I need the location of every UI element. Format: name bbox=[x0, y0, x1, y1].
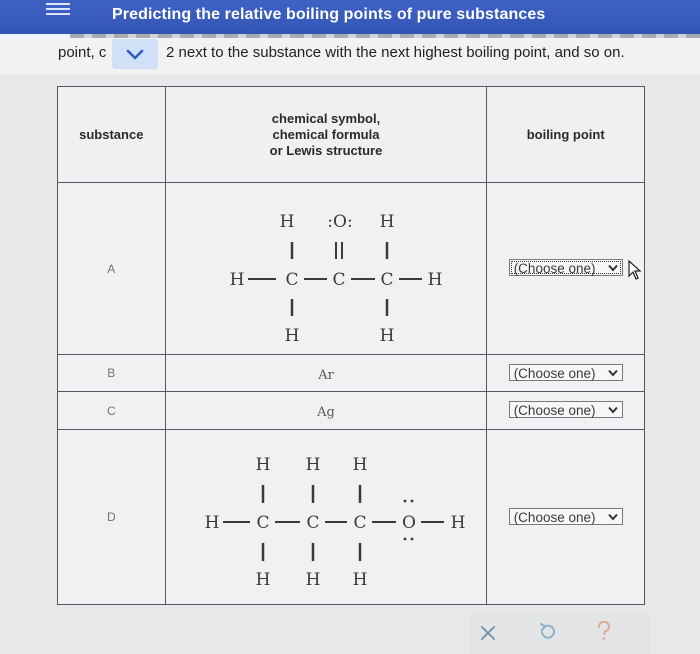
atom-c: C bbox=[353, 513, 367, 533]
boiling-point-cell-b bbox=[487, 355, 645, 392]
boiling-point-cell-d bbox=[487, 430, 645, 605]
atom-h: H bbox=[204, 513, 220, 533]
boiling-point-cell-a bbox=[487, 183, 645, 355]
mouse-cursor-icon bbox=[628, 260, 642, 280]
table-row bbox=[58, 355, 645, 392]
instructions bbox=[0, 34, 700, 74]
chevron-down-icon bbox=[608, 406, 618, 414]
table-row bbox=[58, 183, 645, 355]
boiling-point-select-d[interactable] bbox=[509, 508, 623, 525]
header-chem-line-3: or Lewis structure bbox=[269, 142, 383, 158]
atom-o: :O: bbox=[327, 211, 353, 232]
lone-pair-dot bbox=[404, 538, 407, 541]
header-boiling-point: boiling point bbox=[487, 87, 645, 183]
atom-h: H bbox=[305, 455, 321, 475]
boiling-point-table bbox=[57, 86, 645, 605]
instruction-text: 2 next to the substance with the next highest boiling point, and so on. bbox=[166, 44, 625, 61]
app-header bbox=[0, 0, 700, 34]
atom-h: H bbox=[427, 269, 443, 290]
table-row bbox=[58, 430, 645, 605]
atom-h: H bbox=[229, 269, 245, 290]
atom-o: O bbox=[402, 513, 416, 533]
table-row bbox=[58, 392, 645, 430]
atom-h: H bbox=[255, 455, 271, 475]
chevron-down-icon bbox=[608, 264, 618, 272]
atom-c: C bbox=[332, 269, 346, 290]
page-title: Predicting the relative boiling points of pure substances bbox=[112, 6, 546, 23]
atom-c: C bbox=[380, 269, 394, 290]
lewis-structure-d bbox=[165, 430, 487, 605]
lewis-structure-d-drawing bbox=[176, 437, 476, 597]
instruction-lead: point, c bbox=[58, 44, 107, 61]
atom-h: H bbox=[450, 513, 466, 533]
substance-label-a: A bbox=[58, 183, 166, 355]
formula-c bbox=[165, 392, 487, 430]
atom-h: H bbox=[255, 570, 271, 590]
atom-c: C bbox=[306, 513, 320, 533]
select-value: (Choose one) bbox=[513, 403, 596, 418]
atom-h: H bbox=[305, 570, 321, 590]
boiling-point-cell-c bbox=[487, 392, 645, 430]
substance-label-d: D bbox=[58, 430, 166, 605]
toolbar-background bbox=[470, 614, 650, 654]
table-header-row bbox=[58, 87, 645, 183]
header-substance: substance bbox=[58, 87, 166, 183]
chevron-down-icon bbox=[126, 49, 144, 61]
atom-h: H bbox=[279, 211, 295, 232]
atom-c: C bbox=[285, 269, 299, 290]
expand-instructions-dropdown[interactable] bbox=[112, 39, 158, 69]
undo-icon[interactable] bbox=[537, 622, 557, 642]
atom-h: H bbox=[352, 570, 368, 590]
lone-pair-dot bbox=[411, 500, 414, 503]
formula-text: Ag bbox=[317, 405, 335, 420]
select-value: (Choose one) bbox=[513, 365, 596, 381]
lewis-structure-a bbox=[165, 183, 487, 355]
lewis-structure-a-drawing bbox=[176, 189, 476, 349]
boiling-point-select-a[interactable] bbox=[509, 259, 623, 276]
atom-h: H bbox=[379, 325, 395, 346]
cropped-text-edge bbox=[70, 34, 700, 38]
header-chemical bbox=[165, 87, 487, 183]
menu-icon[interactable] bbox=[46, 0, 70, 14]
close-icon[interactable] bbox=[480, 625, 496, 641]
lone-pair-dot bbox=[411, 538, 414, 541]
substance-label-c: C bbox=[58, 392, 166, 430]
atom-h: H bbox=[284, 325, 300, 346]
help-icon[interactable] bbox=[596, 621, 612, 641]
atom-c: C bbox=[256, 513, 270, 533]
atom-h: H bbox=[352, 455, 368, 475]
substance-label-b: B bbox=[58, 355, 166, 392]
formula-text: Ar bbox=[318, 367, 334, 383]
chevron-down-icon bbox=[608, 513, 618, 521]
boiling-point-select-c[interactable] bbox=[509, 401, 623, 418]
boiling-point-select-b[interactable] bbox=[509, 364, 623, 381]
lone-pair-dot bbox=[404, 500, 407, 503]
atom-h: H bbox=[379, 211, 395, 232]
header-chem-line-1: chemical symbol, bbox=[271, 110, 381, 126]
header-chem-line-2: chemical formula bbox=[272, 126, 380, 142]
select-value: (Choose one) bbox=[513, 509, 596, 525]
chevron-down-icon bbox=[608, 369, 618, 377]
answer-toolbar bbox=[0, 604, 700, 650]
select-value: (Choose one) bbox=[513, 261, 596, 276]
formula-b bbox=[165, 355, 487, 392]
